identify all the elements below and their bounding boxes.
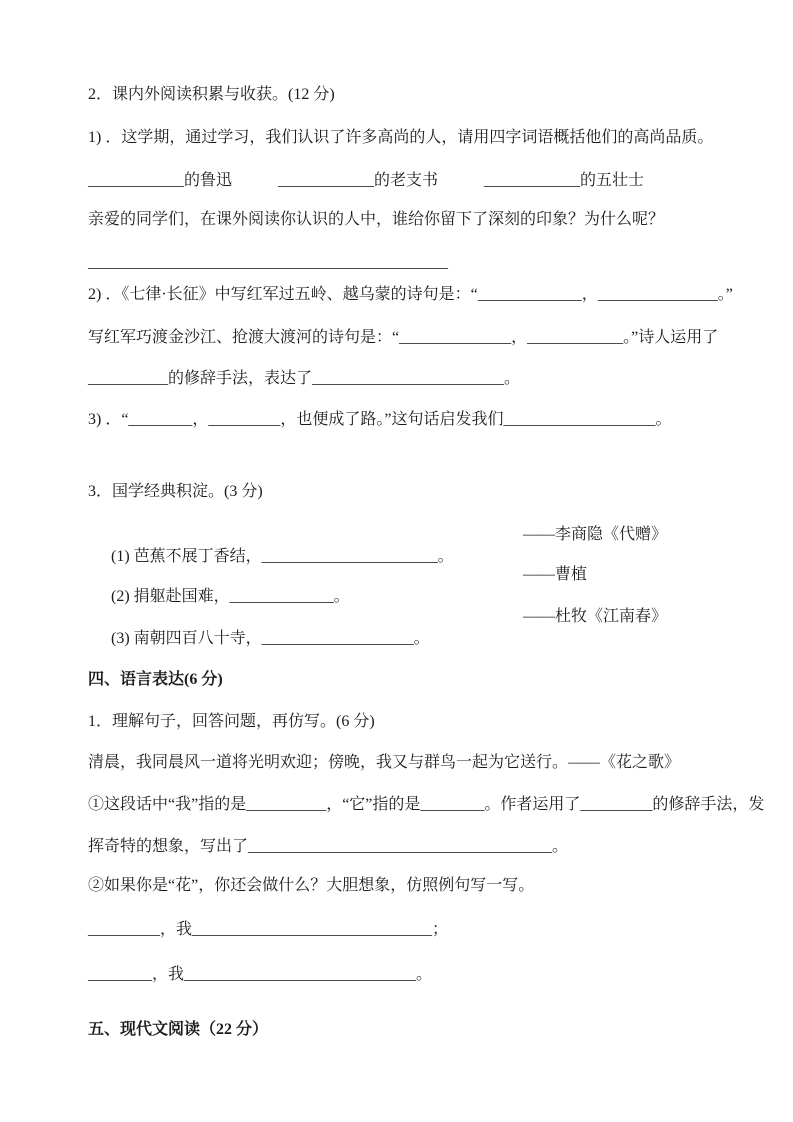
expression-q1-prompt: 1．理解句子，回答问题，再仿写。(6 分) (88, 713, 375, 730)
classics-item-2-text: (2) 捐躯赴国难，_____________。 (111, 588, 350, 605)
classics-item-1-text: (1) 芭蕉不展丁香结，______________________。 (111, 548, 454, 565)
modern-reading-section-heading: 五、现代文阅读（22 分） (88, 1021, 269, 1038)
reading-section-heading: 2．课内外阅读积累与收获。(12 分) (88, 86, 335, 103)
expression-q1-sub2-prompt: ②如果你是“花”，你还会做什么？大胆想象，仿照例句写一写。 (88, 877, 535, 894)
q2-line2: 写红军巧渡金沙江、抢渡大渡河的诗句是：“______________，____________。”诗人运用了 (88, 329, 719, 346)
q1-blank-laozhishu: ____________的老支书 (278, 172, 439, 189)
classics-item-3-text: (3) 南朝四百八十寺，___________________。 (111, 630, 430, 647)
q1-blank-luxun: ____________的鲁迅 (88, 172, 233, 189)
expression-q1-sub1-line2: 挥奇特的想象，写出了______________________________________。 (88, 838, 569, 855)
expression-q1-answer-line-2: ________，我_____________________________。 (88, 966, 433, 983)
expression-section-heading: 四、语言表达(6 分) (88, 671, 223, 688)
classics-section-heading: 3．国学经典积淀。(3 分) (88, 483, 263, 500)
expression-q1-quote: 清晨，我同晨风一道将光明欢迎；傍晚，我又与群鸟一起为它送行。——《花之歌》 (88, 754, 681, 771)
expression-q1-answer-line-1: _________，我______________________________； (88, 921, 449, 938)
q1-prompt: 1) ．这学期，通过学习，我们认识了许多高尚的人，请用四字词语概括他们的高尚品质。 (88, 129, 714, 146)
q3-line: 3) ．“________，_________，也便成了路。”这句话启发我们___________________。 (88, 411, 672, 428)
q2-line1: 2) ．《七律·长征》中写红军过五岭、越乌蒙的诗句是：“_____________，_______________。” (88, 286, 733, 303)
classics-item-3-source: ——杜牧《江南春》 (523, 608, 668, 625)
q1-blank-wuzhuangshi: ____________的五壮士 (484, 172, 645, 189)
q1-answer-blank-line: _____________________________________________ (88, 254, 448, 271)
q1-extension-prompt: 亲爱的同学们，在课外阅读你认识的人中，谁给你留下了深刻的印象？为什么呢？ (88, 211, 665, 228)
classics-item-2-source: ——曹植 (523, 566, 588, 583)
q1-blanks-row (88, 170, 748, 192)
expression-q1-sub1-line1: ①这段话中“我”指的是__________，“它”指的是________。作者运用了_________的修辞手法，发 (88, 796, 765, 813)
q2-line3: __________的修辞手法，表达了________________________。 (88, 370, 521, 387)
classics-item-1-source: ——李商隐《代赠》 (523, 526, 668, 543)
